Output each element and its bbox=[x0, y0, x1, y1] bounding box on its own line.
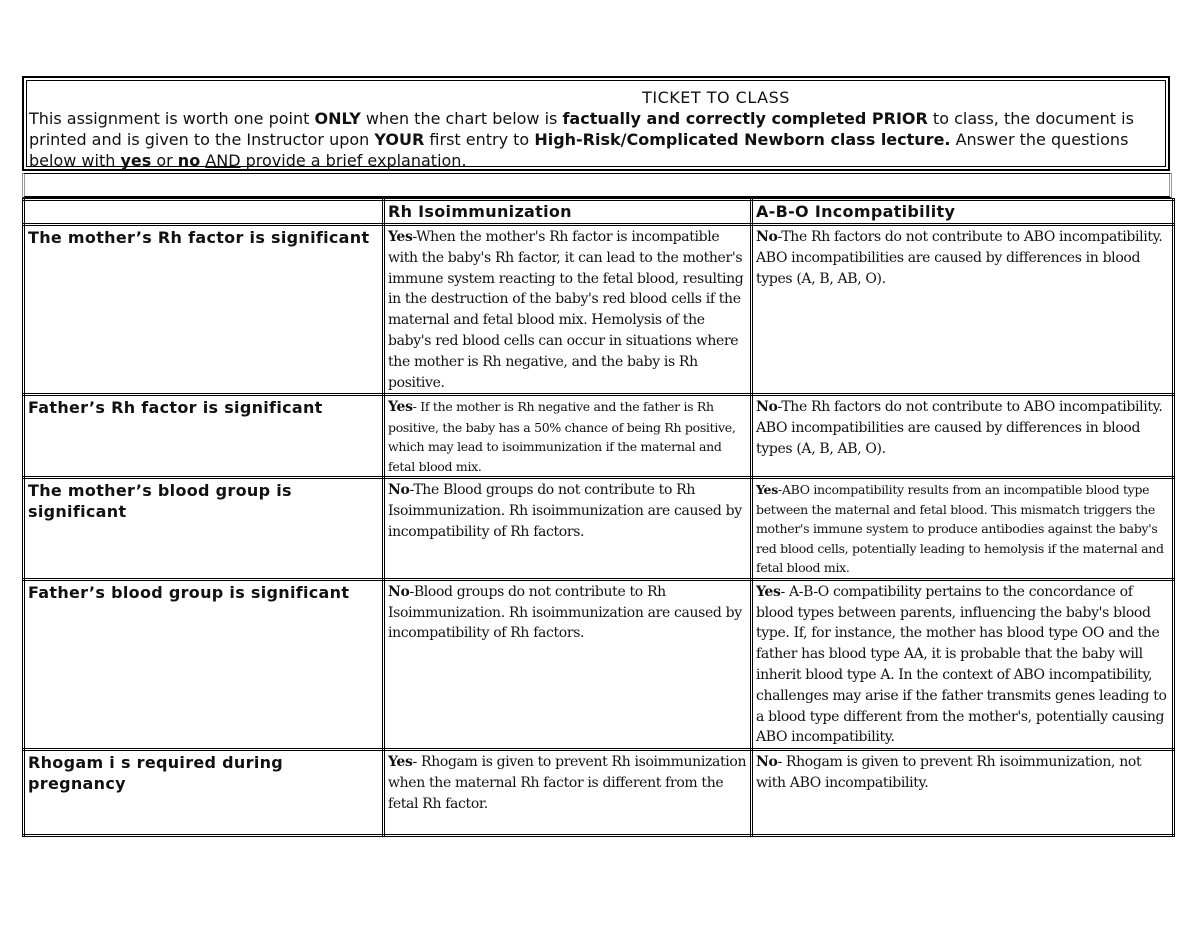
instruction-text-segment: provide a brief explanation. bbox=[240, 151, 467, 170]
abo-answer: Yes bbox=[756, 583, 781, 600]
instruction-text-segment: ONLY bbox=[314, 109, 361, 128]
rh-cell bbox=[384, 478, 752, 580]
page-title: TICKET TO CLASS bbox=[642, 88, 790, 107]
abo-explanation: -The Rh factors do not contribute to ABO incompatibility. ABO incompatibilities are caused by differences in blood types (A, B, AB, O). bbox=[756, 399, 1163, 457]
abo-answer: No bbox=[756, 754, 778, 771]
instruction-text-segment: High-Risk/Complicated Newborn class lecture. bbox=[534, 130, 951, 149]
row-label: The mother’s blood group is significant bbox=[24, 478, 384, 580]
abo-cell bbox=[752, 750, 1174, 836]
rh-explanation: - If the mother is Rh negative and the father is Rh positive, the baby has a 50% chance of being Rh positive, which may lead to isoimmunization if the maternal and fetal blood mix. bbox=[388, 399, 736, 474]
rh-answer: No bbox=[388, 482, 410, 499]
rh-cell bbox=[384, 579, 752, 749]
table-row bbox=[24, 579, 1174, 749]
table-row bbox=[24, 225, 1174, 395]
abo-answer: No bbox=[756, 229, 778, 245]
column-header-blank bbox=[24, 200, 384, 225]
rh-explanation: -The Blood groups do not contribute to Rh Isoimmunization. Rh isoimmunization are caused by incompatibility of Rh factors. bbox=[388, 482, 742, 540]
abo-cell bbox=[752, 579, 1174, 749]
instruction-text-segment: yes bbox=[120, 151, 152, 170]
rh-explanation: -Blood groups do not contribute to Rh Isoimmunization. Rh isoimmunization are caused by incompatibility of Rh factors. bbox=[388, 583, 742, 642]
instruction-text-segment: YOUR bbox=[374, 130, 425, 149]
assignment-header bbox=[22, 76, 1170, 171]
instruction-text-segment: no bbox=[177, 151, 201, 170]
rh-cell bbox=[384, 395, 752, 478]
abo-explanation: - A-B-O compatibility pertains to the concordance of blood types between parents, influencing the baby's blood type. If, for instance, the mother has blood type OO and the father has blood type AA, it is probable that the baby will inherit blood type A. In the context of ABO incompatibility, challenges may arise if the father transmits genes leading to a blood type different from the mother's, potentially causing ABO incompatibility. bbox=[756, 583, 1167, 746]
comparison-table bbox=[22, 198, 1175, 837]
row-label: Rhogam i s required during pregnancy bbox=[24, 750, 384, 836]
table-row bbox=[24, 478, 1174, 580]
instruction-text-segment: when the chart below is bbox=[360, 109, 563, 128]
rh-cell bbox=[384, 750, 752, 836]
abo-explanation: - Rhogam is given to prevent Rh isoimmunization, not with ABO incompatibility. bbox=[756, 754, 1142, 792]
instruction-text-segment: first entry to bbox=[424, 130, 535, 149]
column-header-abo: A-B-O Incompatibility bbox=[752, 200, 1174, 225]
row-label: The mother’s Rh factor is significant bbox=[24, 225, 384, 395]
abo-explanation: -ABO incompatibility results from an incompatible blood type between the maternal and fetal blood. This mismatch triggers the mother's immune system to produce antibodies against the baby's red blood cells, potentially leading to hemolysis if the maternal and fetal blood mix. bbox=[756, 482, 1164, 576]
instruction-text-segment: AND bbox=[205, 151, 241, 170]
rh-answer: Yes bbox=[388, 399, 413, 416]
instruction-text-segment: factually and correctly completed PRIOR bbox=[562, 109, 928, 128]
divider bbox=[22, 173, 1172, 198]
abo-answer: Yes bbox=[756, 482, 778, 498]
table-row bbox=[24, 395, 1174, 478]
table-row bbox=[24, 750, 1174, 836]
abo-explanation: -The Rh factors do not contribute to ABO incompatibility. ABO incompatibilities are caused by differences in blood types (A, B, AB, O). bbox=[756, 229, 1163, 287]
rh-answer: No bbox=[388, 583, 410, 600]
rh-explanation: -When the mother's Rh factor is incompatible with the baby's Rh factor, it can lead to the mother's immune system reacting to the fetal blood, resulting in the destruction of the baby's red blood cells if the maternal and fetal blood mix. Hemolysis of the baby's red blood cells can occur in situations where the mother is Rh negative, and the baby is Rh positive. bbox=[388, 229, 744, 391]
abo-answer: No bbox=[756, 399, 778, 416]
abo-cell bbox=[752, 478, 1174, 580]
rh-answer: Yes bbox=[388, 754, 413, 771]
instruction-text-segment: or bbox=[151, 151, 178, 170]
rh-explanation-continued: when the maternal Rh factor is different from the fetal Rh factor. bbox=[388, 775, 724, 812]
instruction-text-segment: This assignment is worth one point bbox=[29, 109, 315, 128]
rh-explanation: - Rhogam is given to prevent Rh isoimmunization bbox=[412, 754, 747, 771]
rh-cell bbox=[384, 225, 752, 395]
assignment-instructions bbox=[29, 108, 1164, 171]
table-header-row bbox=[24, 200, 1174, 225]
abo-cell bbox=[752, 395, 1174, 478]
abo-cell bbox=[752, 225, 1174, 395]
instruction-text-segment: to class, the document is printed and is given to the Instructor upon bbox=[29, 109, 1134, 149]
column-header-rh: Rh Isoimmunization bbox=[384, 200, 752, 225]
row-label: Father’s blood group is significant bbox=[24, 579, 384, 749]
row-label: Father’s Rh factor is significant bbox=[24, 395, 384, 478]
instruction-text-segment: Answer the questions below with bbox=[29, 130, 1129, 170]
rh-answer: Yes bbox=[388, 229, 413, 245]
